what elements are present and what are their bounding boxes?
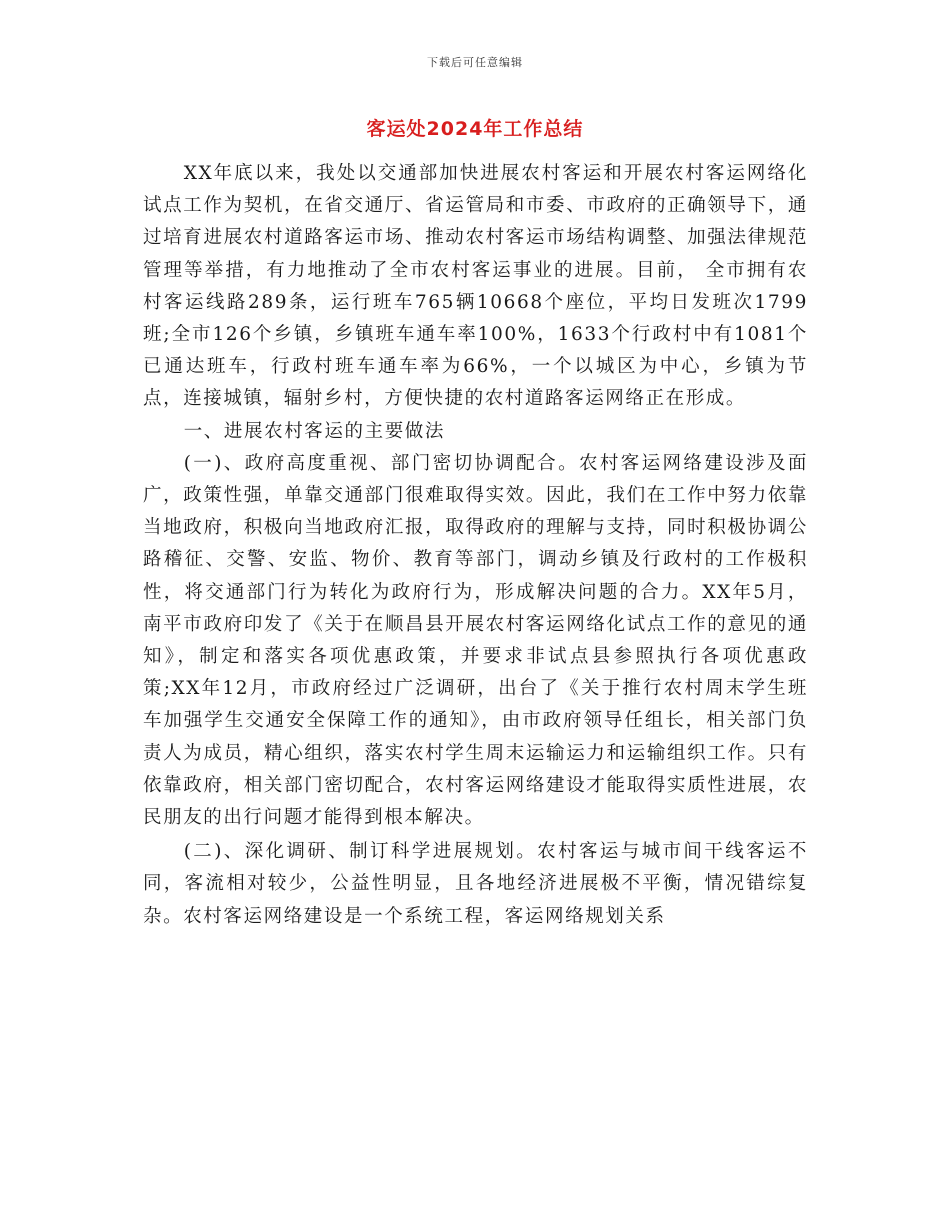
section-heading: 一、进展农村客运的主要做法 xyxy=(183,420,445,442)
document-body xyxy=(143,158,808,933)
document-title: 客运处2024年工作总结 xyxy=(366,118,584,140)
paragraph-intro: XX年底以来，我处以交通部加快进展农村客运和开展农村客运网络化试点工作为契机，在省交通厅、省运管局和市委、市政府的正确领导下，通过培育进展农村道路客运市场、推动农村客运市场结构调整、加强法律规范管理等举措，有力地推动了全市农村客运事业的进展。目前， 全市拥有农村客运线路289条，运行班车765辆10668个座位，平均日发班次1799班;全市126个乡镇，乡镇班车通车率100%，1633个行政村中有1081个已通达班车，行政村班车通车率为66%，一个以城区为中心，乡镇为节点，连接城镇，辐射乡村，方便快捷的农村道路客运网络正在形成。 xyxy=(143,163,808,410)
header-note: 下载后可任意编辑 xyxy=(427,56,523,69)
paragraph-section-2: (二)、深化调研、制订科学进展规划。农村客运与城市间干线客运不同，客流相对较少，公益性明显，且各地经济进展极不平衡，情况错综复杂。农村客运网络建设是一个系统工程，客运网络规划关系 xyxy=(143,841,808,927)
paragraph-section-1: (一)、政府高度重视、部门密切协调配合。农村客运网络建设涉及面广，政策性强，单靠交通部门很难取得实效。因此，我们在工作中努力依靠当地政府，积极向当地政府汇报，取得政府的理解与支持，同时积极协调公路稽征、交警、安监、物价、教育等部门，调动乡镇及行政村的工作极积性，将交通部门行为转化为政府行为，形成解决问题的合力。XX年5月，南平市政府印发了《关于在顺昌县开展农村客运网络化试点工作的意见的通知》，制定和落实各项优惠政策，并要求非试点县参照执行各项优惠政策;XX年12月，市政府经过广泛调研，出台了《关于推行农村周末学生班车加强学生交通安全保障工作的通知》，由市政府领导任组长，相关部门负责人为成员，精心组织，落实农村学生周末运输运力和运输组织工作。只有依靠政府，相关部门密切配合，农村客运网络建设才能取得实质性进展，农民朋友的出行问题才能得到根本解决。 xyxy=(143,452,808,829)
